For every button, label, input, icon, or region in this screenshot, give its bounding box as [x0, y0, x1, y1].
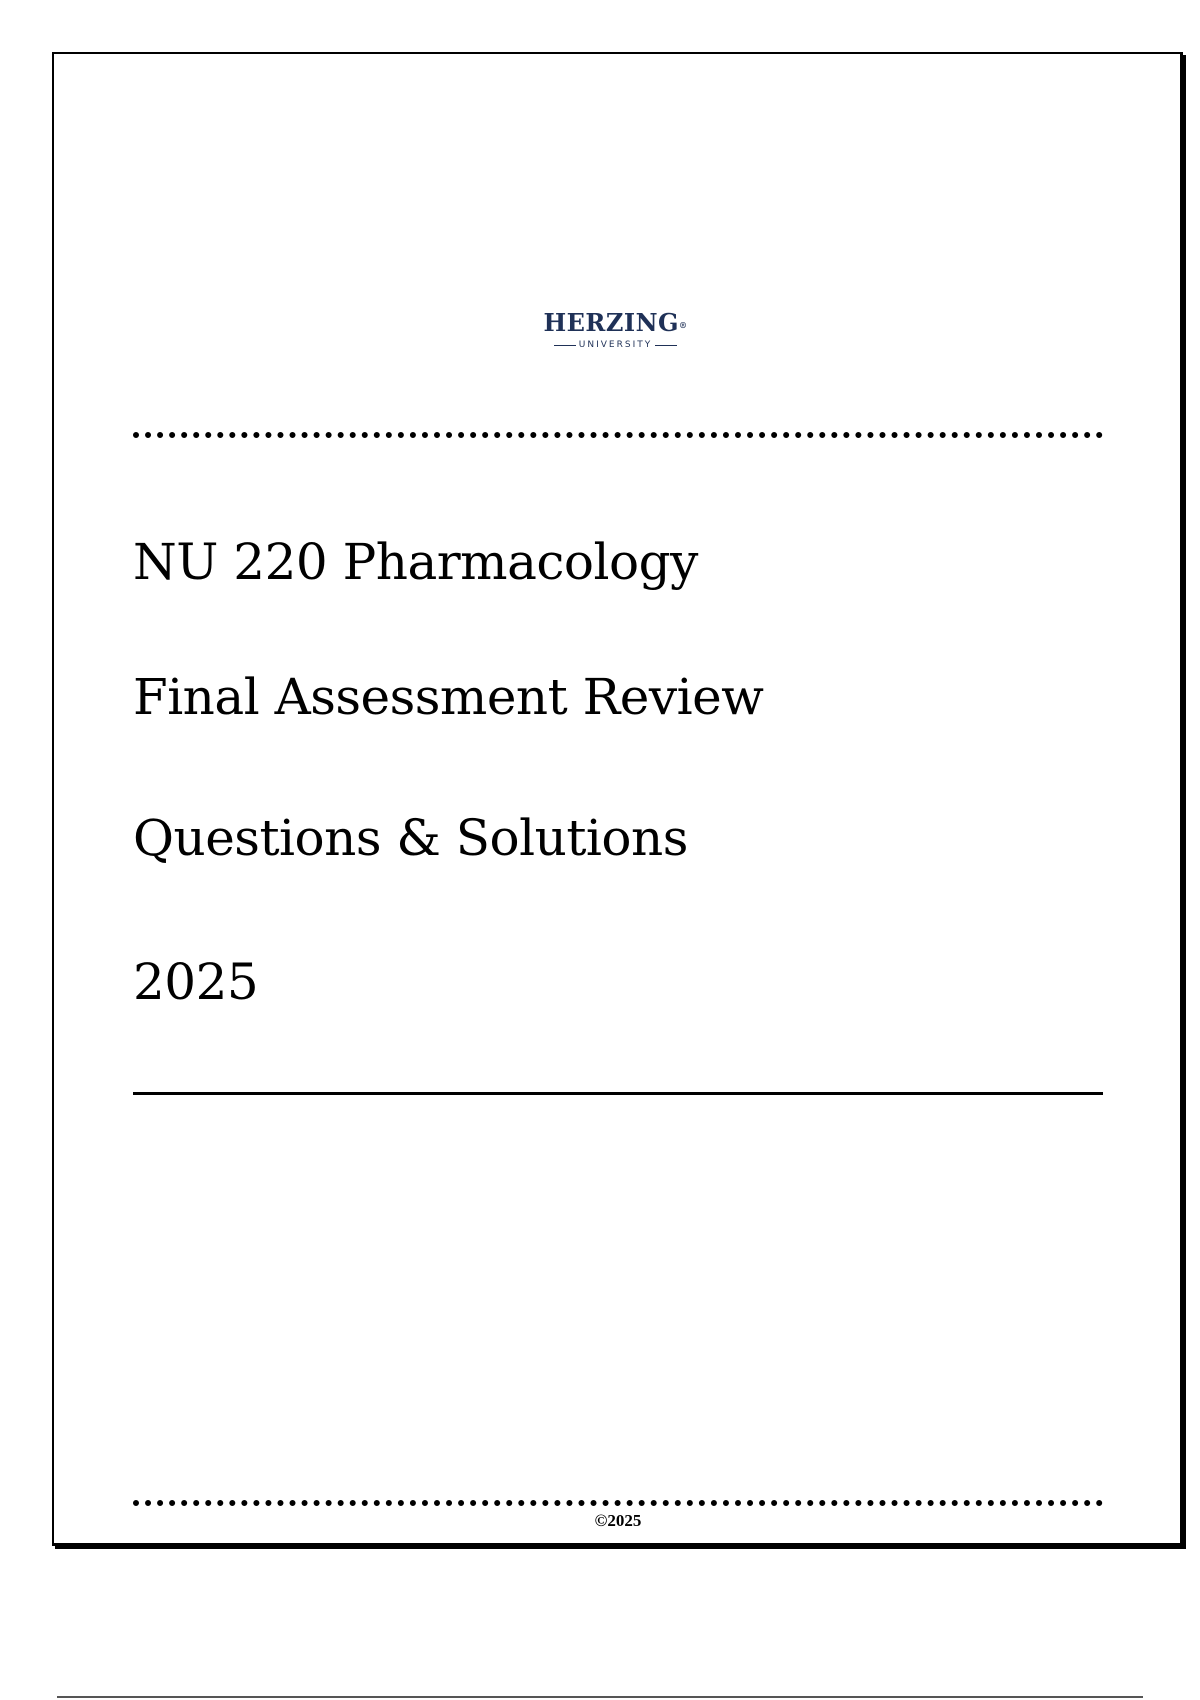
logo-wordmark: HERZING®	[543, 308, 688, 337]
copyright-notice: ©2025	[594, 1511, 642, 1530]
bottom-dotted-divider	[133, 1500, 1103, 1506]
logo-dash-left	[554, 345, 576, 346]
trademark-symbol: ®	[679, 320, 688, 330]
title-underline-divider	[133, 1092, 1103, 1095]
title-course: NU 220 Pharmacology	[133, 533, 698, 591]
page-border	[52, 52, 1183, 1546]
logo-subtitle	[543, 339, 688, 351]
title-questions: Questions & Solutions	[133, 809, 688, 867]
logo-dash-right	[655, 345, 677, 346]
top-dotted-divider	[133, 432, 1103, 438]
logo-subtitle-text: UNIVERSITY	[578, 340, 653, 350]
title-assessment: Final Assessment Review	[133, 668, 764, 726]
herzing-university-logo	[543, 308, 688, 370]
title-year: 2025	[133, 953, 259, 1011]
page-bottom-line	[57, 1696, 1143, 1698]
